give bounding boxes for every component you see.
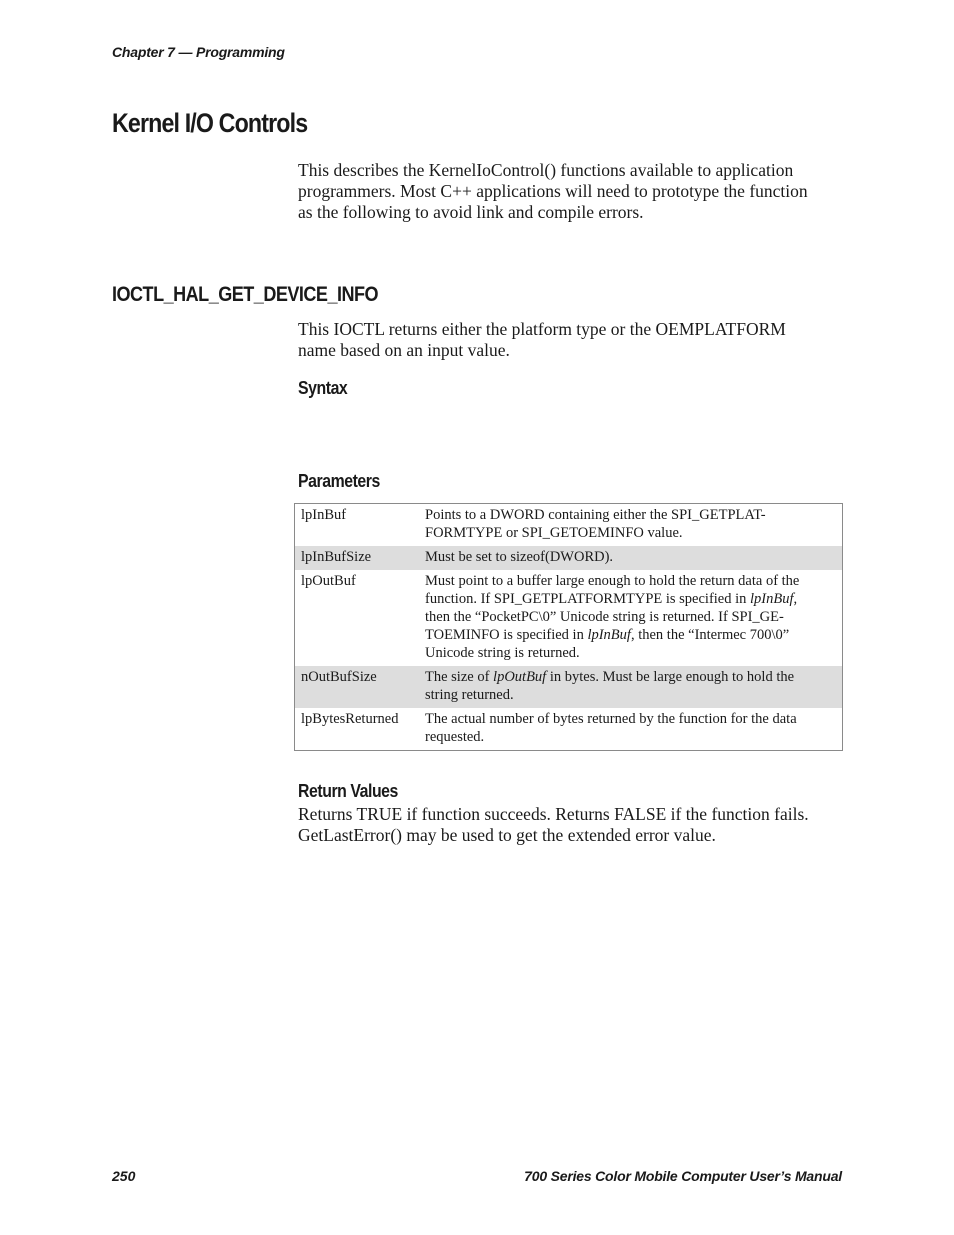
param-description (419, 666, 843, 708)
intro-paragraph (298, 160, 843, 223)
param-line: TOEMINFO is specified in lpInBuf, then the “Intermec 700\0” (425, 627, 790, 643)
param-description (419, 570, 843, 666)
return-values-heading: Return Values (298, 781, 398, 801)
desc-line: name based on an input value. (298, 340, 510, 360)
manual-title: 700 Series Color Mobile Computer User’s Manual (524, 1168, 842, 1184)
param-name: lpOutBuf (301, 573, 356, 589)
param-line: then the “PocketPC\0” Unicode string is returned. If SPI_GE- (425, 609, 784, 625)
param-line: The size of lpOutBuf in bytes. Must be large enough to hold the (425, 669, 795, 685)
param-description (419, 504, 843, 547)
intro-line: as the following to avoid link and compile errors. (298, 202, 644, 222)
parameters-table (294, 503, 843, 751)
parameters-heading: Parameters (298, 471, 380, 491)
param-line: Points to a DWORD containing either the SPI_GETPLAT- (425, 507, 766, 523)
table-row (295, 666, 843, 708)
param-line: string returned. (425, 687, 514, 703)
table-row (295, 708, 843, 751)
ioctl-title: IOCTL_HAL_GET_DEVICE_INFO (112, 283, 379, 306)
section-title: Kernel I/O Controls (112, 108, 308, 138)
param-name: lpInBufSize (301, 549, 372, 565)
table-row (295, 504, 843, 547)
return-values-paragraph (298, 804, 843, 846)
return-line: Returns TRUE if function succeeds. Returns FALSE if the function fails. (298, 804, 809, 824)
param-name: lpInBuf (301, 507, 347, 523)
param-name: nOutBufSize (301, 669, 377, 685)
return-line: GetLastError() may be used to get the extended error value. (298, 825, 716, 845)
param-description (419, 708, 843, 751)
param-line: requested. (425, 729, 485, 745)
param-line: Unicode string is returned. (425, 645, 580, 661)
param-line: FORMTYPE or SPI_GETOEMINFO value. (425, 525, 683, 541)
param-name: lpBytesReturned (301, 711, 399, 727)
desc-line: This IOCTL returns either the platform type or the OEMPLATFORM (298, 319, 786, 339)
intro-line: programmers. Most C++ applications will need to prototype the function (298, 181, 808, 201)
page-number: 250 (112, 1168, 136, 1184)
intro-line: This describes the KernelIoControl() functions available to application (298, 160, 794, 180)
param-description (419, 546, 843, 570)
table-row (295, 546, 843, 570)
param-line: The actual number of bytes returned by the function for the data (425, 711, 797, 727)
syntax-heading: Syntax (298, 378, 348, 398)
param-line: function. If SPI_GETPLATFORMTYPE is specified in lpInBuf, (425, 591, 798, 607)
table-row (295, 570, 843, 666)
running-head: Chapter 7 — Programming (112, 44, 285, 60)
param-line: Must be set to sizeof(DWORD). (425, 549, 614, 565)
ioctl-description (298, 319, 843, 361)
param-line: Must point to a buffer large enough to hold the return data of the (425, 573, 800, 589)
